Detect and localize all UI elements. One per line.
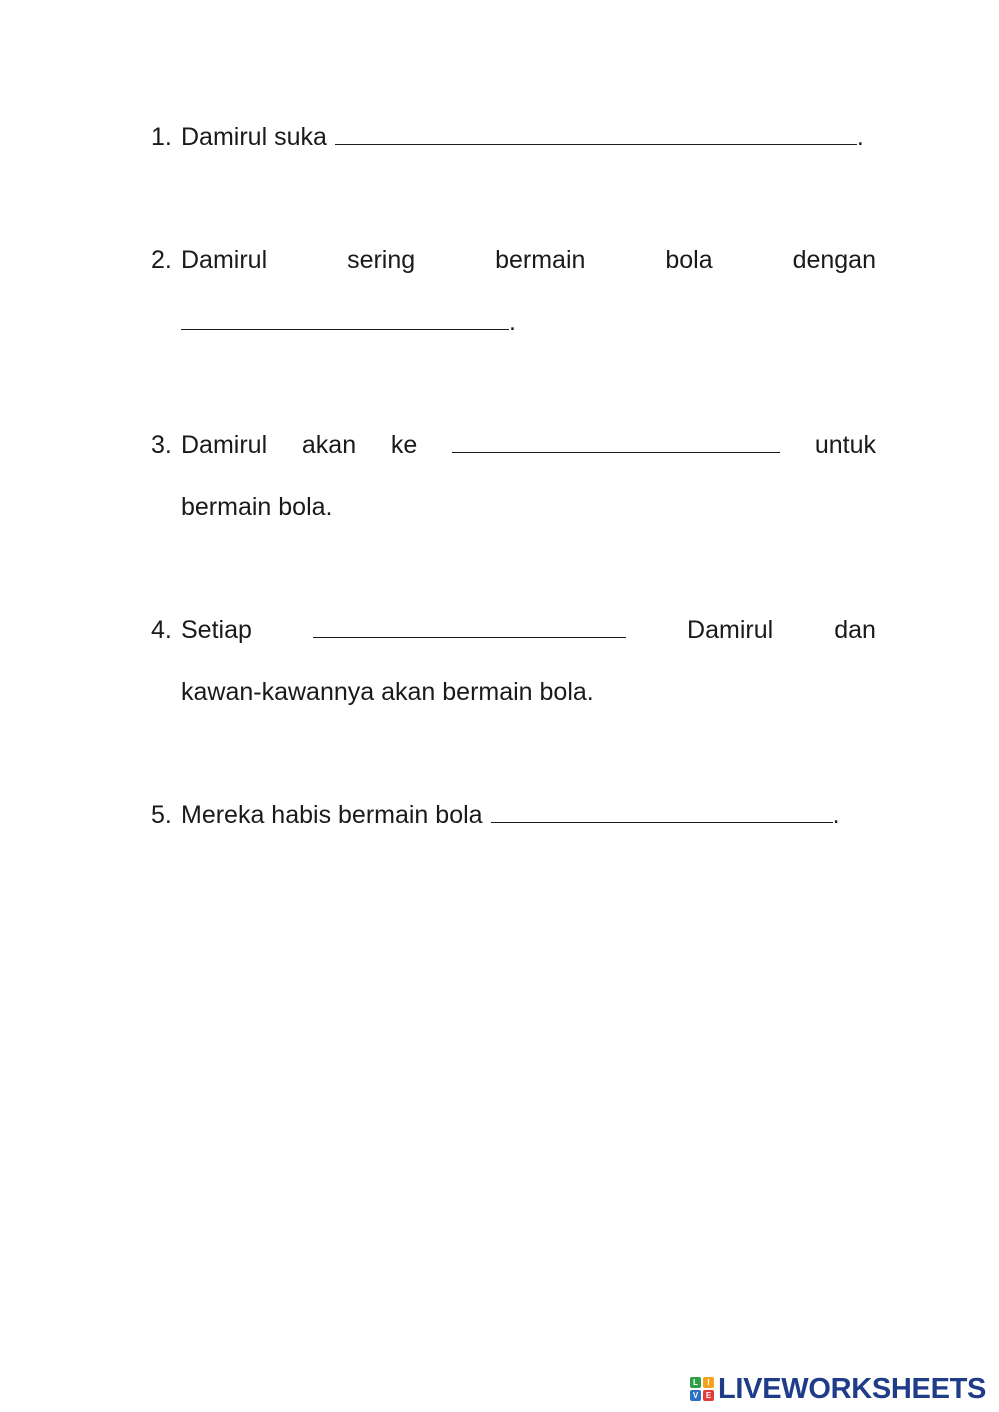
question-number: 5. xyxy=(151,801,172,829)
word: akan xyxy=(301,431,357,459)
question-number: 2. xyxy=(151,246,172,274)
question-text: kawan-kawannya akan bermain bola. xyxy=(181,678,594,706)
logo-tile-e: E xyxy=(703,1390,714,1401)
punctuation: . xyxy=(832,801,840,829)
logo-tile-i: I xyxy=(703,1377,714,1388)
answer-blank[interactable] xyxy=(452,430,780,453)
question-text: Mereka habis bermain bola xyxy=(181,801,483,829)
word: Setiap xyxy=(181,616,252,644)
answer-blank[interactable] xyxy=(313,615,626,638)
word: Damirul xyxy=(181,246,268,274)
word: sering xyxy=(347,246,416,274)
question-text: Damirul suka xyxy=(181,123,327,151)
word: Damirul xyxy=(181,431,268,459)
question-number: 3. xyxy=(151,431,172,459)
word: Damirul xyxy=(687,616,774,644)
logo-icon xyxy=(690,1377,714,1401)
question-number: 1. xyxy=(151,123,172,151)
punctuation: . xyxy=(856,123,864,151)
word: dengan xyxy=(792,246,876,274)
logo-tile-l: L xyxy=(690,1377,701,1388)
liveworksheets-logo xyxy=(690,1374,986,1404)
question-number: 4. xyxy=(151,616,172,644)
word: untuk xyxy=(814,431,876,459)
logo-tile-v: V xyxy=(690,1390,701,1401)
punctuation: . xyxy=(509,308,516,336)
answer-blank[interactable] xyxy=(181,307,509,330)
question-text: bermain bola. xyxy=(181,493,333,521)
word: ke xyxy=(390,431,418,459)
word: bermain xyxy=(495,246,586,274)
answer-blank[interactable] xyxy=(335,122,857,145)
word: bola xyxy=(665,246,713,274)
word: dan xyxy=(834,616,876,644)
answer-blank[interactable] xyxy=(491,800,833,823)
logo-text: LIVEWORKSHEETS xyxy=(718,1372,987,1405)
